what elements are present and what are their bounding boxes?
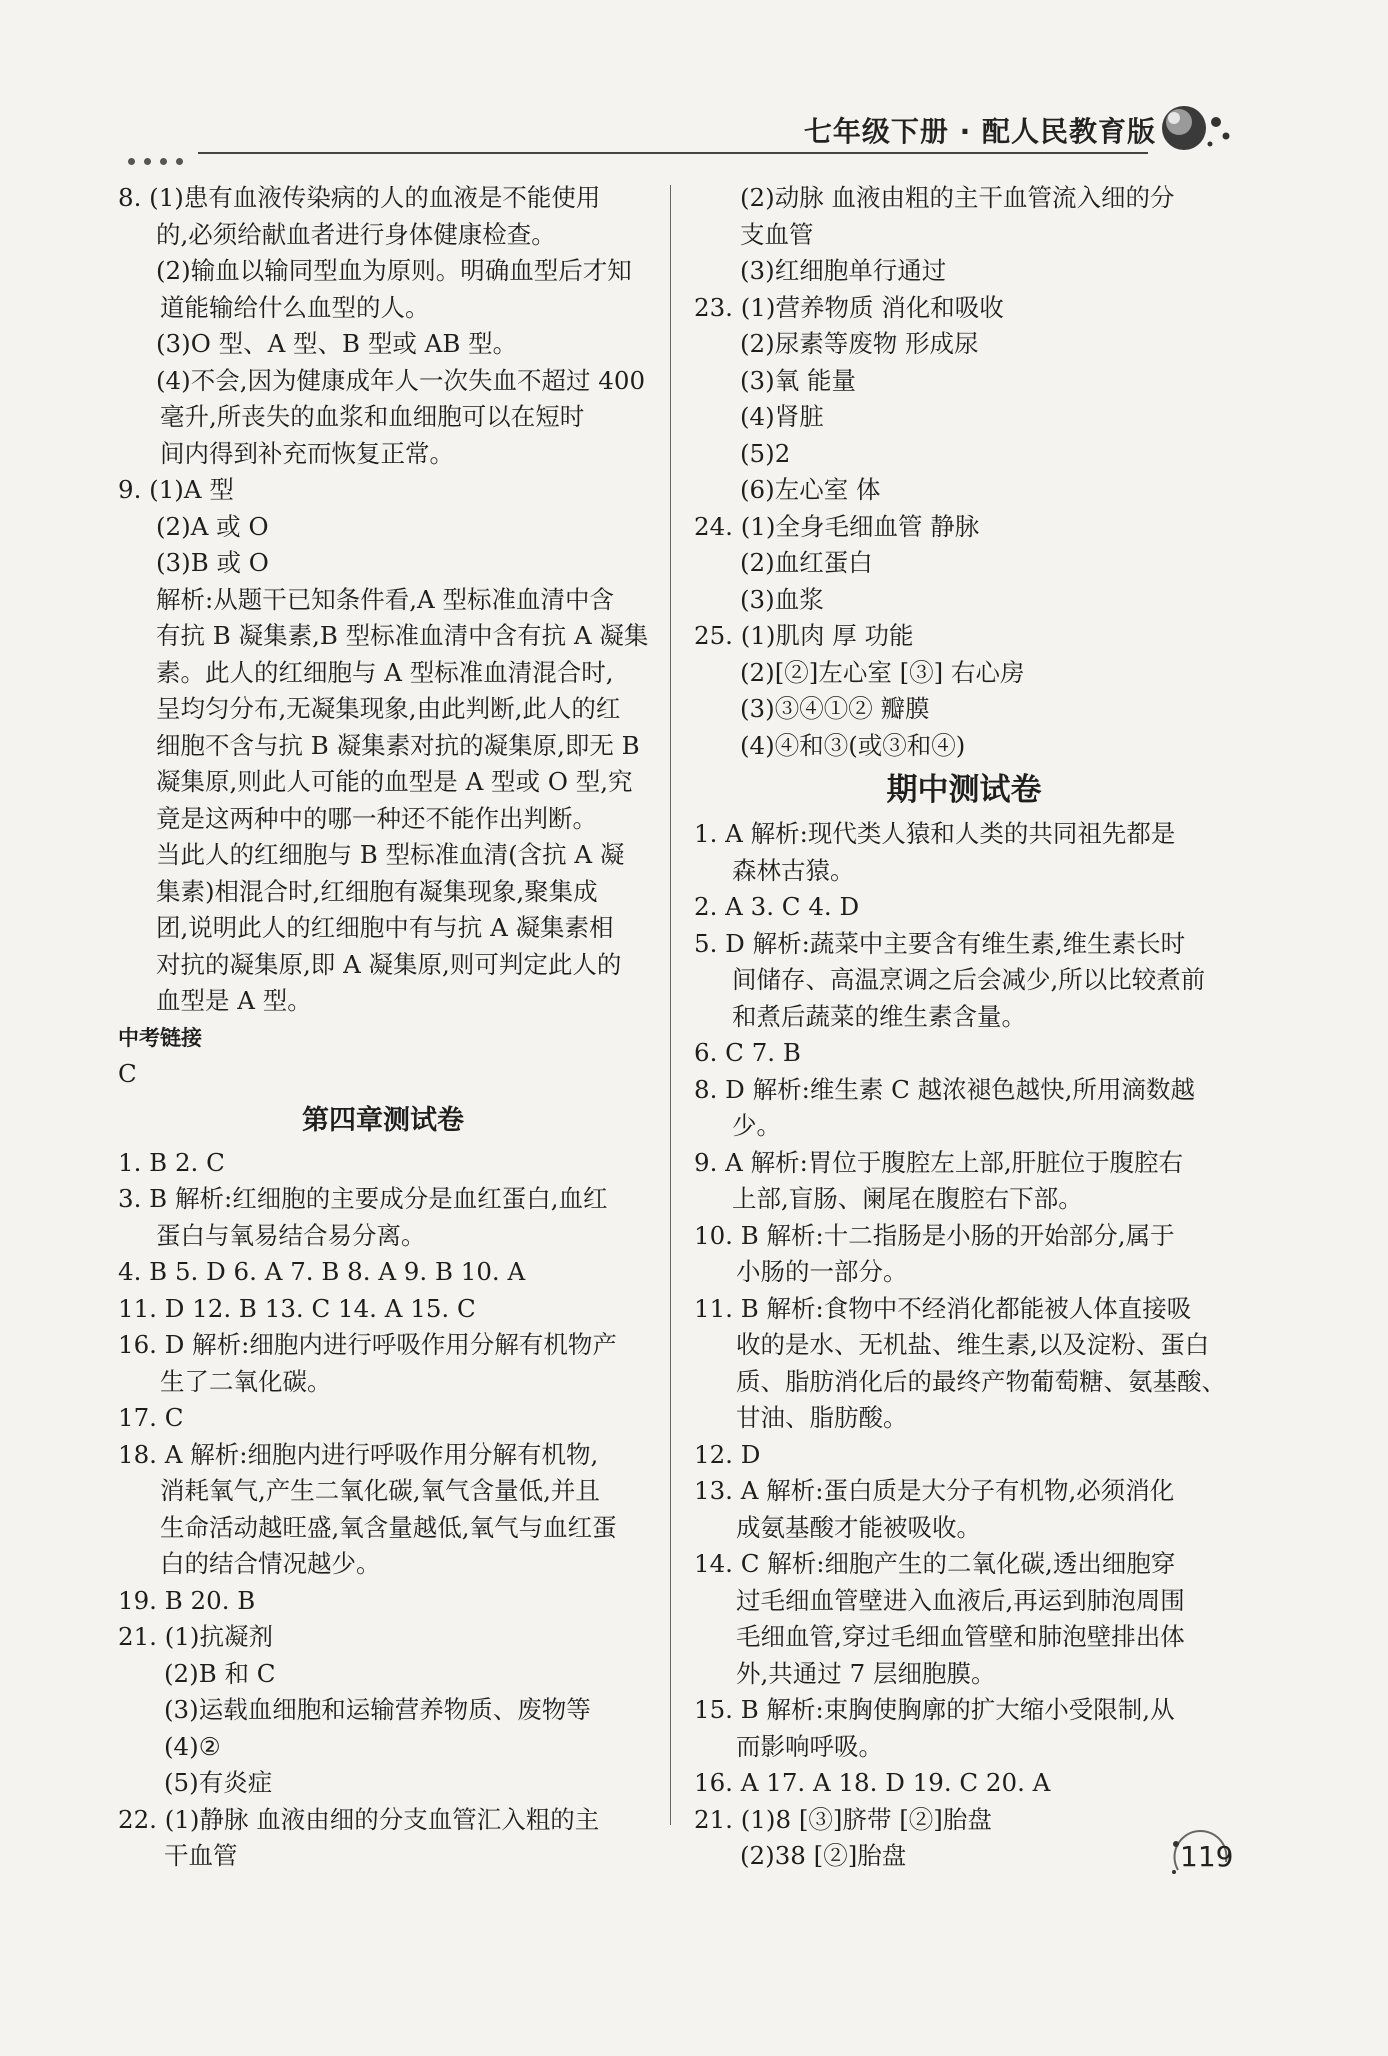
answer-line: 6. C 7. B: [694, 1038, 801, 1067]
answer-line: 蛋白与氧易结合易分离。: [156, 1220, 426, 1250]
answer-line: 森林古猿。: [732, 855, 855, 885]
answer-line: 25. (1)肌肉 厚 功能: [694, 621, 914, 650]
answer-line: 上部,盲肠、阑尾在腹腔右下部。: [732, 1184, 1083, 1213]
answer-line: 而影响呼吸。: [736, 1731, 883, 1761]
section-title: 期中测试卷: [886, 772, 1042, 808]
answer-line: 细胞不含与抗 B 凝集素对抗的凝集原,即无 B: [156, 730, 640, 760]
answer-line: (3)氧 能量: [740, 365, 856, 395]
answer-line: 1. B 2. C: [118, 1147, 225, 1177]
answer-line: (4)肾脏: [740, 402, 824, 431]
answer-line: C: [118, 1059, 137, 1088]
answer-line: 8. D 解析:维生素 C 越浓褪色越快,所用滴数越: [694, 1074, 1195, 1104]
answer-line: (3)B 或 O: [156, 548, 269, 577]
answer-line: (3)O 型、A 型、B 型或 AB 型。: [156, 329, 518, 358]
answer-line: (2)38 [②]胎盘: [740, 1841, 907, 1870]
answer-line: 21. (1)8 [③]脐带 [②]胎盘: [694, 1804, 992, 1834]
answer-line: 少。: [732, 1111, 781, 1140]
answer-line: (4)②: [164, 1731, 221, 1761]
answer-line: (5)有炎症: [164, 1768, 273, 1797]
answer-line: 间储存、高温烹调之后会减少,所以比较煮前: [732, 965, 1206, 994]
answer-line: 当此人的红细胞与 B 型标准血清(含抗 A 凝: [156, 840, 625, 869]
answer-line: 16. A 17. A 18. D 19. C 20. A: [694, 1768, 1051, 1797]
left-column: [118, 180, 648, 1875]
right-column: [694, 180, 1234, 1875]
answer-line: 白的结合情况越少。: [160, 1549, 381, 1578]
answer-line: 19. B 20. B: [118, 1585, 256, 1615]
answer-line: 血型是 A 型。: [156, 986, 312, 1015]
answer-line: 22. (1)静脉 血液由细的分支血管汇入粗的主: [118, 1804, 600, 1834]
header-rule: [198, 152, 1148, 154]
answer-line: (3)血浆: [740, 584, 824, 614]
answer-line: 13. A 解析:蛋白质是大分子有机物,必须消化: [694, 1476, 1175, 1505]
answer-line: 支血管: [740, 219, 814, 249]
answer-line: 干血管: [164, 1841, 238, 1870]
answer-line: (2)A 或 O: [156, 511, 269, 541]
answer-line: (2)B 和 C: [164, 1658, 276, 1688]
answer-line: (2)尿素等废物 形成尿: [740, 329, 979, 358]
header-title: 七年级下册 · 配人民教育版: [803, 115, 1156, 148]
answer-line: 21. (1)抗凝剂: [118, 1622, 273, 1651]
answer-line: (4)④和③(或③和④): [740, 730, 966, 760]
answer-line: 解析:从题干已知条件看,A 型标准血清中含: [156, 584, 615, 614]
header-logo-icon: [1150, 98, 1240, 158]
answer-line: 有抗 B 凝集素,B 型标准血清中含有抗 A 凝集: [156, 621, 649, 650]
answer-line: (2)[②]左心室 [③] 右心房: [740, 657, 1025, 687]
answer-line: 毫升,所丧失的血浆和血细胞可以在短时: [160, 402, 585, 431]
answer-line: 素。此人的红细胞与 A 型标准血清混合时,: [156, 657, 614, 687]
answer-line: 10. B 解析:十二指肠是小肠的开始部分,属于: [694, 1220, 1175, 1250]
answer-line: 呈均匀分布,无凝集现象,由此判断,此人的红: [156, 694, 621, 723]
answer-line: (4)不会,因为健康成年人一次失血不超过 400: [156, 365, 646, 395]
answer-line: 11. B 解析:食物中不经消化都能被人体直接吸: [694, 1293, 1192, 1323]
answer-line: (5)2: [740, 438, 791, 468]
answer-line: 消耗氧气,产生二氧化碳,氧气含量低,并且: [160, 1476, 600, 1505]
answer-line: 甘油、脂肪酸。: [736, 1403, 908, 1432]
page-number: 119: [1180, 1840, 1234, 1873]
answer-line: (2)血红蛋白: [740, 548, 873, 577]
answer-line: (3)红细胞单行通过: [740, 256, 947, 285]
answer-line: (2)输血以输同型血为原则。明确血型后才知: [156, 256, 632, 285]
answer-line: 小肠的一部分。: [736, 1257, 908, 1286]
answer-line: (2)动脉 血液由粗的主干血管流入细的分: [740, 183, 1175, 212]
answer-line: 的,必须给献血者进行身体健康检查。: [156, 219, 556, 249]
answer-line: 4. B 5. D 6. A 7. B 8. A 9. B 10. A: [118, 1257, 526, 1286]
answer-line: 成氨基酸才能被吸收。: [736, 1512, 981, 1542]
answer-line: 毛细血管,穿过毛细血管壁和肺泡壁排出体: [736, 1622, 1185, 1651]
answer-line: 24. (1)全身毛细血管 静脉: [694, 511, 980, 541]
answer-line: 9. (1)A 型: [118, 475, 234, 504]
answer-line: 和煮后蔬菜的维生素含量。: [732, 1001, 1026, 1031]
answer-line: 团,说明此人的红细胞中有与抗 A 凝集素相: [156, 913, 614, 942]
answer-line: 15. B 解析:束胸使胸廓的扩大缩小受限制,从: [694, 1695, 1175, 1724]
answer-line: (6)左心室 体: [740, 475, 881, 504]
answer-line: 2. A 3. C 4. D: [694, 892, 860, 921]
answer-line: 5. D 解析:蔬菜中主要含有维生素,维生素长时: [694, 928, 1186, 958]
answer-line: 16. D 解析:细胞内进行呼吸作用分解有机物产: [118, 1330, 617, 1359]
answer-line: 11. D 12. B 13. C 14. A 15. C: [118, 1293, 476, 1323]
column-divider: [670, 185, 671, 1825]
section-title: 第四章测试卷: [302, 1104, 464, 1136]
answer-line: 9. A 解析:胃位于腹腔左上部,肝脏位于腹腔右: [694, 1147, 1184, 1177]
answer-line: 生了二氧化碳。: [160, 1366, 332, 1396]
answer-line: (3)③④①② 瓣膜: [740, 694, 930, 723]
answer-line: (3)运载血细胞和运输营养物质、废物等: [164, 1695, 591, 1724]
answer-line: 过毛细血管壁进入血液后,再运到肺泡周围: [736, 1585, 1185, 1615]
answer-line: 14. C 解析:细胞产生的二氧化碳,透出细胞穿: [694, 1549, 1176, 1578]
answer-line: 23. (1)营养物质 消化和吸收: [694, 292, 1004, 322]
answer-line: 1. A 解析:现代类人猿和人类的共同祖先都是: [694, 819, 1176, 848]
answer-line: 收的是水、无机盐、维生素,以及淀粉、蛋白: [736, 1330, 1210, 1359]
answer-line: 凝集原,则此人可能的血型是 A 型或 O 型,究: [156, 767, 633, 796]
answer-line: 17. C: [118, 1403, 184, 1432]
subsection-title: 中考链接: [118, 1025, 202, 1050]
answer-line: 生命活动越旺盛,氧含量越低,氧气与血红蛋: [160, 1512, 617, 1542]
answer-line: 18. A 解析:细胞内进行呼吸作用分解有机物,: [118, 1439, 599, 1469]
answer-line: 道能输给什么血型的人。: [160, 292, 430, 322]
answer-line: 12. D: [694, 1439, 761, 1469]
answer-line: 对抗的凝集原,即 A 凝集原,则可判定此人的: [156, 949, 622, 979]
answer-line: 3. B 解析:红细胞的主要成分是血红蛋白,血红: [118, 1184, 608, 1213]
answer-line: 集素)相混合时,红细胞有凝集现象,聚集成: [156, 876, 598, 906]
answer-line: 8. (1)患有血液传染病的人的血液是不能使用: [118, 183, 601, 212]
answer-line: 竟是这两种中的哪一种还不能作出判断。: [156, 803, 597, 833]
answer-line: 质、脂肪消化后的最终产物葡萄糖、氨基酸、: [736, 1366, 1226, 1396]
answer-line: 间内得到补充而恢复正常。: [160, 438, 454, 468]
answer-line: 外,共通过 7 层细胞膜。: [736, 1658, 996, 1688]
header-dots: [128, 150, 192, 169]
